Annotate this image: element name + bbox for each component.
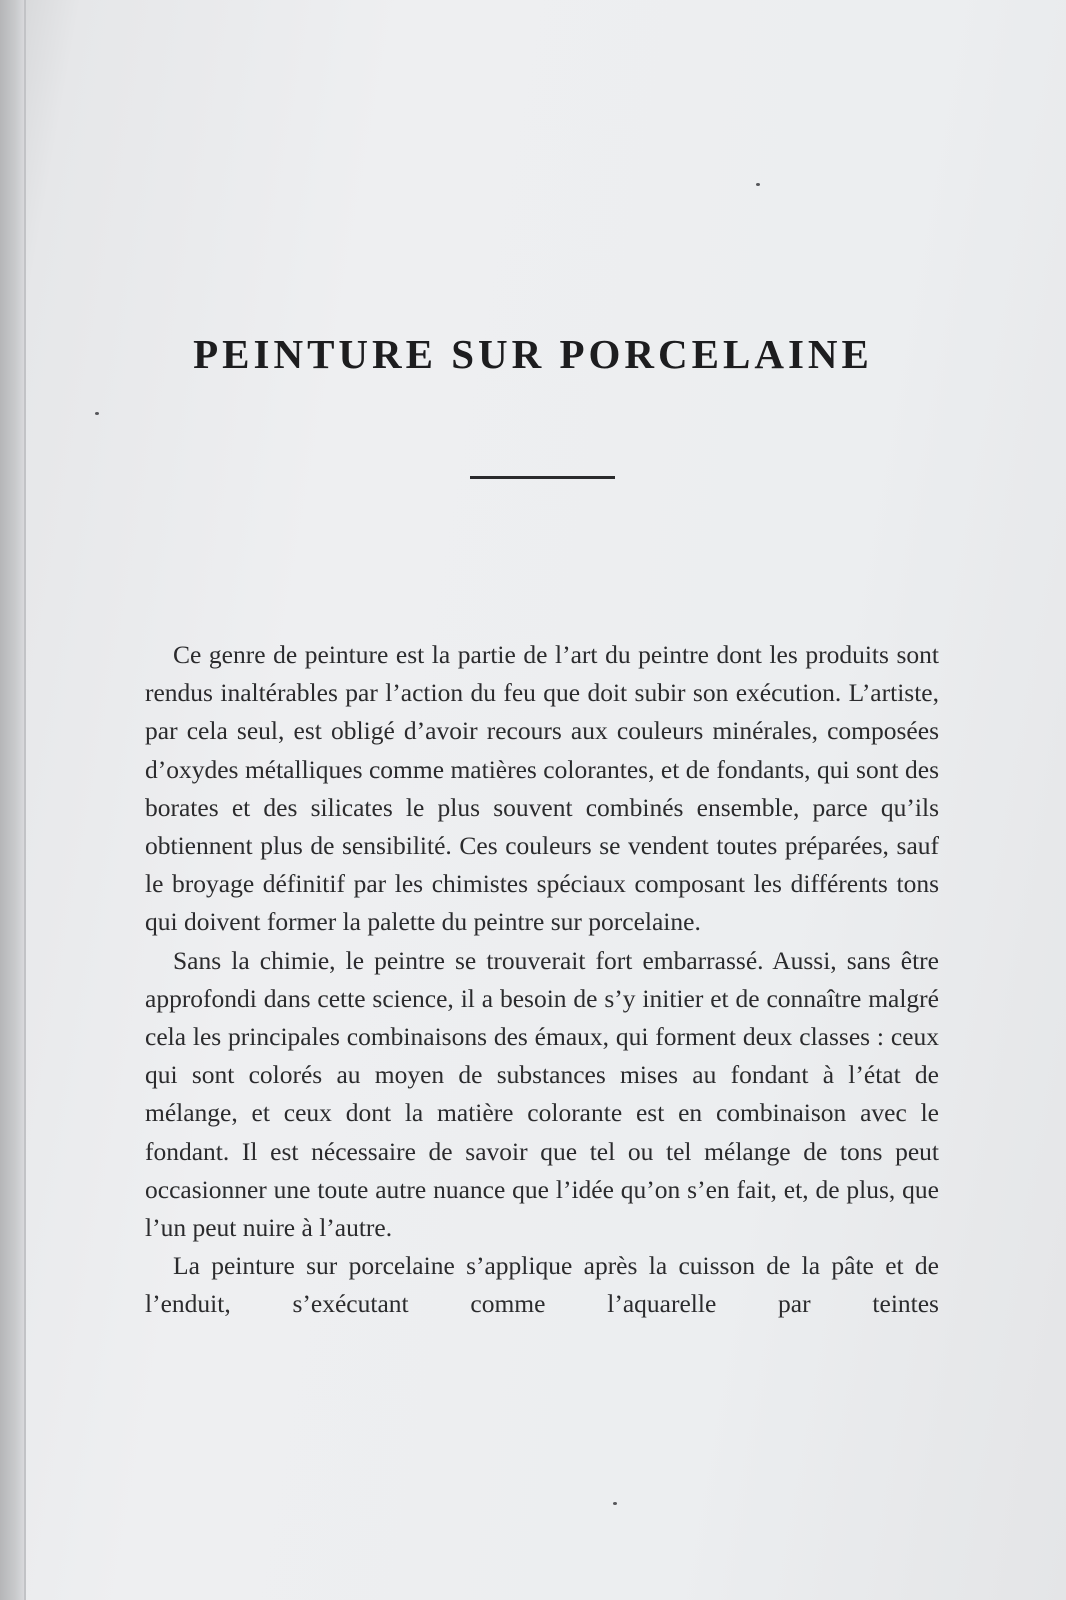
chapter-title: PEINTURE SUR PORCELAINE <box>193 331 873 377</box>
page-gutter <box>0 0 26 1600</box>
paragraph-2: Sans la chimie, le peintre se trouverait fort embarrassé. Aussi, sans être approfondi dans cette science, il a besoin de s’y initier et de connaître malgré cela les principales combinaisons des émaux, qui forment deux classes : ceux qui sont colorés au moyen de substances mises au fondant à l’état de mélange, et ceux dont la matière colorante est en combinaison avec le fondant. Il est nécessaire de savoir que tel ou tel mélange de tons peut occasionner une toute autre nuance que l’idée qu’on s’en fait, et, de plus, que l’un peut nuire à l’autre. <box>145 945 939 1243</box>
paragraph-3: La peinture sur porcelaine s’applique après la cuisson de la pâte et de l’enduit, s’exécutant comme l’aquarelle par teintes <box>145 1251 939 1319</box>
paper-speck <box>756 183 760 186</box>
title-divider <box>470 476 615 479</box>
body-text <box>145 636 939 1324</box>
paper-speck <box>95 412 99 415</box>
binding-edge <box>24 0 26 1600</box>
paper-speck <box>613 1502 617 1505</box>
paragraph-1: Ce genre de peinture est la partie de l’art du peintre dont les produits sont rendus inaltérables par l’action du feu que doit subir son exécution. L’artiste, par cela seul, est obligé d’avoir recours aux couleurs minérales, composées d’oxydes métalliques comme matières colorantes, et de fondants, qui sont des borates et des silicates le plus souvent combinés ensemble, parce qu’ils obtiennent plus de sensibilité. Ces couleurs se vendent toutes préparées, sauf le broyage définitif par les chimistes spéciaux composant les différents tons qui doivent former la palette du peintre sur porcelaine. <box>145 640 939 937</box>
